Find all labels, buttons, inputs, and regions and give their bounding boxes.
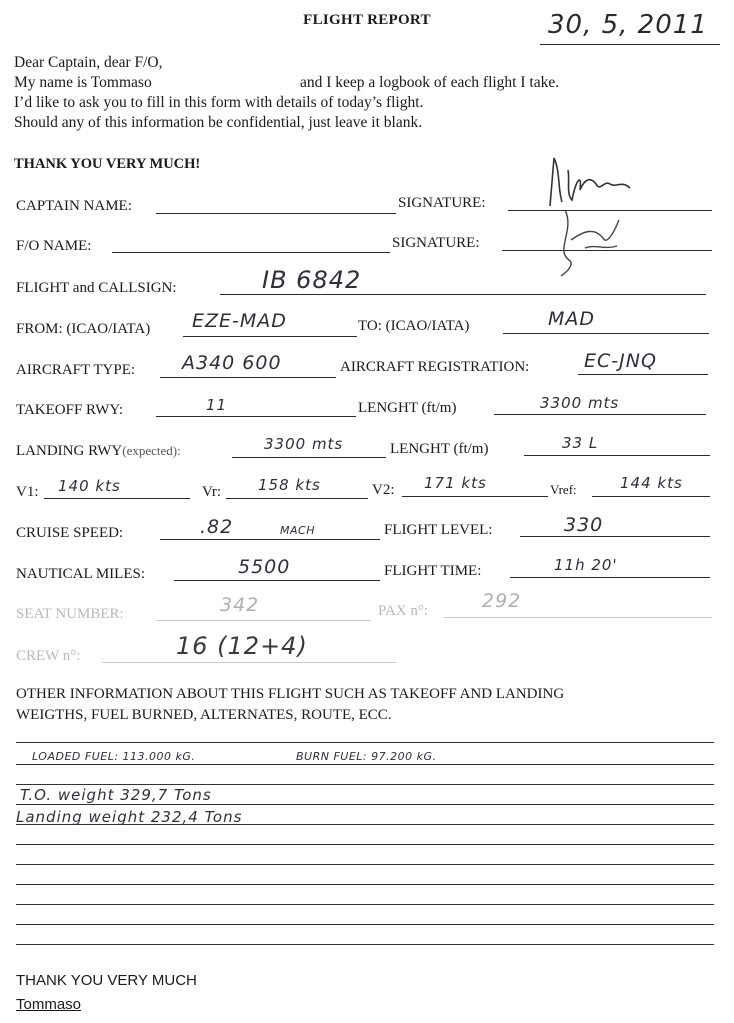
vref-label: Vref: (550, 482, 577, 497)
fo-signature-scribble (545, 200, 635, 280)
seat-number-value: 342 (220, 594, 260, 616)
notes-rule-1[interactable] (16, 742, 714, 743)
v2-line[interactable] (402, 496, 548, 497)
v1-value: 140 kts (58, 477, 121, 495)
landing-length-value: 33 L (562, 434, 599, 452)
note-burn-fuel: BURN FUEL: 97.200 kG. (296, 750, 437, 763)
takeoff-rwy-line[interactable] (156, 416, 356, 417)
notes-rule-4[interactable] (16, 804, 714, 805)
vref-line[interactable] (592, 496, 710, 497)
pax-line[interactable] (444, 617, 712, 618)
to-label: TO: (ICAO/IATA) (358, 318, 470, 334)
fo-signature-label: SIGNATURE: (392, 235, 480, 251)
cruise-speed-label: CRUISE SPEED: (16, 525, 124, 541)
crew-value: 16 (12+4) (176, 632, 308, 660)
flight-callsign-label: FLIGHT and CALLSIGN: (16, 280, 177, 296)
captain-name-label: CAPTAIN NAME: (16, 198, 132, 214)
flight-time-value: 11h 20' (554, 556, 618, 574)
notes-rule-10[interactable] (16, 924, 714, 925)
pax-label: PAX n°: (378, 603, 429, 619)
flight-callsign-value: IB 6842 (262, 266, 362, 294)
registration-line[interactable] (578, 374, 708, 375)
takeoff-length-value: 3300 mts (540, 394, 620, 412)
note-loaded-fuel: LOADED FUEL: 113.000 kG. (32, 750, 196, 763)
captain-signature-label: SIGNATURE: (398, 195, 486, 211)
flight-time-line[interactable] (510, 577, 710, 578)
intro-line-4: Should any of this information be confidential, just leave it blank. (14, 114, 423, 131)
flight-time-label: FLIGHT TIME: (384, 563, 482, 579)
seat-number-label: SEAT NUMBER: (16, 606, 124, 622)
other-info-line-1: OTHER INFORMATION ABOUT THIS FLIGHT SUCH AS TAKEOFF AND LANDING (16, 686, 565, 702)
intro-line-2a: My name is Tommaso (14, 74, 152, 91)
handwritten-date: 30, 5, 2011 (548, 10, 708, 40)
note-landing-weight: Landing weight 232,4 Tons (16, 808, 243, 826)
intro-line-1: Dear Captain, dear F/O, (14, 54, 163, 71)
notes-rule-8[interactable] (16, 884, 714, 885)
cruise-speed-value: .82 (200, 516, 234, 538)
landing-rwy-value: 3300 mts (264, 435, 344, 453)
takeoff-rwy-value: 11 (206, 396, 228, 414)
pax-value: 292 (482, 590, 522, 612)
seat-number-line[interactable] (156, 620, 370, 621)
from-line[interactable] (183, 336, 357, 337)
cruise-speed-line[interactable] (160, 539, 380, 540)
nautical-miles-label: NAUTICAL MILES: (16, 566, 146, 582)
flight-level-label: FLIGHT LEVEL: (384, 522, 493, 538)
notes-rule-11[interactable] (16, 944, 714, 945)
landing-rwy-line[interactable] (232, 457, 386, 458)
flight-level-line[interactable] (520, 536, 710, 537)
registration-value: EC-JNQ (584, 350, 657, 372)
landing-length-line[interactable] (524, 455, 710, 456)
v2-value: 171 kts (424, 474, 487, 492)
aircraft-type-line[interactable] (160, 377, 336, 378)
notes-rule-2[interactable] (16, 764, 714, 765)
nautical-miles-value: 5500 (238, 556, 291, 578)
footer-thanks: THANK YOU VERY MUCH (16, 972, 197, 989)
notes-rule-6[interactable] (16, 844, 714, 845)
landing-length-label: LENGHT (ft/m) (390, 441, 489, 457)
nautical-miles-line[interactable] (174, 580, 380, 581)
notes-rule-3[interactable] (16, 784, 714, 785)
date-line (540, 44, 720, 45)
intro-line-3: I’d like to ask you to fill in this form with details of today’s flight. (14, 94, 424, 111)
other-info-line-2: WEIGTHS, FUEL BURNED, ALTERNATES, ROUTE, ECC. (16, 707, 392, 723)
notes-rule-9[interactable] (16, 904, 714, 905)
takeoff-rwy-label: TAKEOFF RWY: (16, 402, 124, 418)
thanks-heading: THANK YOU VERY MUCH! (14, 156, 201, 172)
takeoff-length-line[interactable] (494, 414, 706, 415)
aircraft-type-label: AIRCRAFT TYPE: (16, 362, 136, 378)
vr-label: Vr: (202, 484, 222, 500)
from-label: FROM: (ICAO/IATA) (16, 321, 151, 337)
landing-rwy-expected: (expected): (122, 443, 181, 458)
takeoff-length-label: LENGHT (ft/m) (358, 400, 457, 416)
vr-line[interactable] (226, 498, 368, 499)
vref-value: 144 kts (620, 474, 683, 492)
landing-rwy-label (16, 443, 181, 460)
from-value: EZE-MAD (192, 310, 287, 332)
to-line[interactable] (503, 333, 709, 334)
captain-name-line[interactable] (156, 213, 396, 214)
crew-label: CREW n°: (16, 648, 81, 664)
fo-name-line[interactable] (112, 252, 390, 253)
notes-rule-7[interactable] (16, 864, 714, 865)
v1-line[interactable] (44, 498, 190, 499)
aircraft-type-value: A340 600 (182, 352, 282, 374)
note-takeoff-weight: T.O. weight 329,7 Tons (20, 786, 212, 804)
landing-rwy-label-text: LANDING RWY (16, 443, 123, 459)
intro-line-2b: and I keep a logbook of each flight I take. (300, 74, 560, 91)
registration-label: AIRCRAFT REGISTRATION: (340, 359, 530, 375)
footer-name: Tommaso (16, 996, 82, 1013)
flight-level-value: 330 (564, 514, 604, 536)
crew-line[interactable] (102, 662, 396, 663)
flight-callsign-line[interactable] (220, 294, 706, 295)
to-value: MAD (548, 308, 596, 330)
v2-label: V2: (372, 482, 395, 498)
form-title: FLIGHT REPORT (303, 12, 431, 28)
v1-label: V1: (16, 484, 39, 500)
vr-value: 158 kts (258, 476, 321, 494)
cruise-speed-unit: MACH (280, 524, 315, 537)
fo-name-label: F/O NAME: (16, 238, 92, 254)
